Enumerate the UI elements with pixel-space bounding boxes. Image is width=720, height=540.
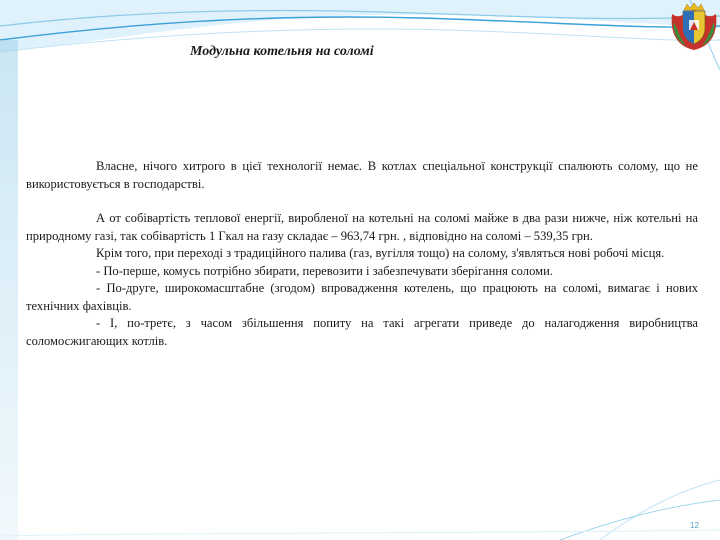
coat-of-arms-logo [668,2,720,52]
slide-body [26,158,698,350]
paragraph-jobs: Крім того, при переході з традиційного палива (газ, вугілля тощо) на солому, з'являться нові робочі місця. [96,246,665,260]
page-number: 12 [690,521,699,530]
paragraph-first: - По-перше, комусь потрібно збирати, перевозити і забезпечувати зберігання соломи. [96,263,553,278]
paragraph-third: - І, по-третє, з часом збільшення попиту на такі агрегати приведе до налагодження виробництва соломосжигающих котлів. [26,316,698,348]
paragraph-second: - По-друге, широкомасштабне (згодом) впровадження котелень, що працюють на соломі, вимагає і нових технічних фахівців. [26,281,698,313]
paragraph-intro: Власне, нічого хитрого в цієї технології немає. В котлах спеціальної конструкції спалюють солому, що не використовується в господарстві. [26,159,698,191]
paragraph-cost: А от собівартість теплової енергії, виробленої на котельні на соломі майже в два рази нижче, ніж котельні на природному газі, так собівартість 1 Гкал на газу складає – 963,74 грн. , відповідно на соломі – 539,35 грн. [26,211,698,243]
bottom-wave-decoration [0,440,720,540]
slide-title: Модульна котельня на соломі [190,44,374,59]
